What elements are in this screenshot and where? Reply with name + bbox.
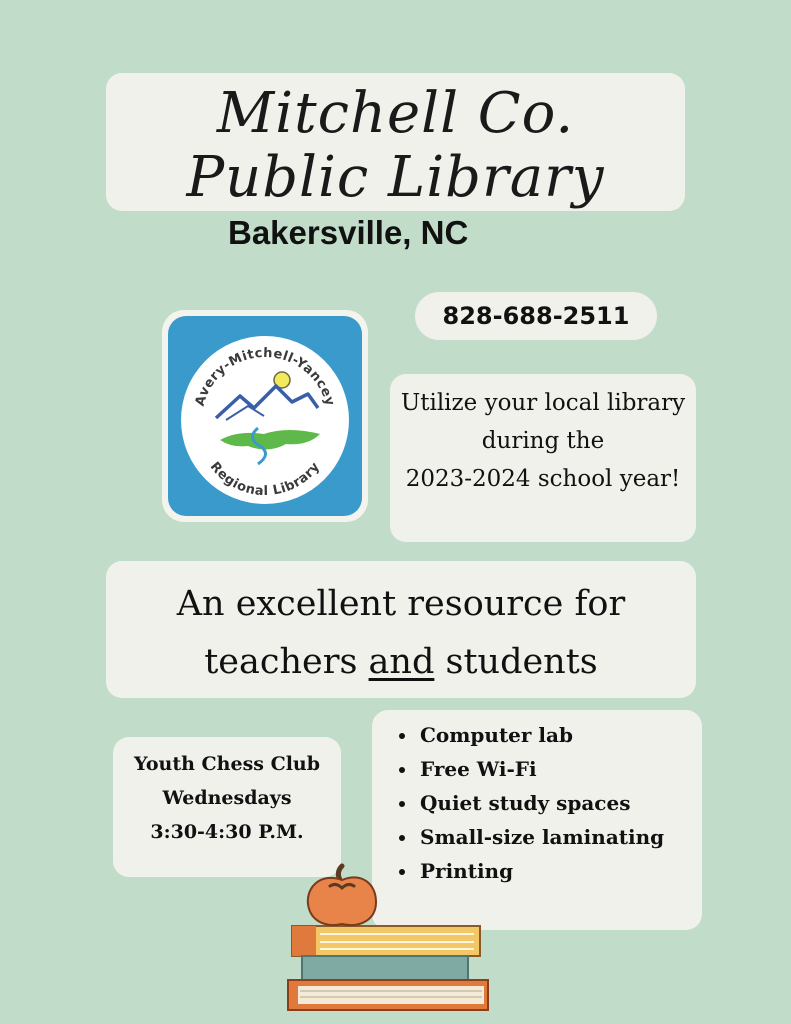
logo-bottom-text: Regional Library xyxy=(206,459,324,500)
apple-on-books-illustration xyxy=(284,858,494,1014)
phone-card xyxy=(415,292,657,340)
utilize-card xyxy=(390,374,696,542)
amenity-quiet-study-spaces: • Quiet study spaces xyxy=(418,786,664,820)
logo-tile xyxy=(168,316,362,516)
resource-and-underlined: and xyxy=(368,642,435,682)
logo-top-text: Avery-Mitchell-Yancey xyxy=(192,345,338,408)
amenity-computer-lab: • Computer lab xyxy=(418,718,664,752)
chess-club-day: Wednesdays xyxy=(162,787,292,809)
resource-card xyxy=(106,561,696,698)
library-title-line-1: Mitchell Co. xyxy=(216,81,575,146)
regional-library-logo xyxy=(162,310,368,522)
title-card xyxy=(106,73,685,211)
phone-number[interactable]: 828-688-2511 xyxy=(442,302,630,330)
chess-club-time: 3:30-4:30 P.M. xyxy=(150,821,304,843)
books-icon xyxy=(288,926,488,1010)
resource-message xyxy=(106,575,696,691)
utilize-line: Utilize your local library xyxy=(400,390,686,416)
library-title-line-2: Public Library xyxy=(186,145,605,210)
amenity-printing: • Printing xyxy=(418,854,664,888)
resource-line-2 xyxy=(106,633,696,691)
logo-emblem-icon xyxy=(168,316,362,516)
chess-club-name: Youth Chess Club xyxy=(133,753,321,775)
utilize-line: during the xyxy=(481,428,605,454)
chess-club-card xyxy=(113,737,341,877)
resource-line-1: An excellent resource for xyxy=(176,584,626,624)
chess-club-details xyxy=(113,747,341,849)
resource-students: students xyxy=(434,642,598,682)
amenity-laminating: • Small-size laminating xyxy=(418,820,664,854)
utilize-message xyxy=(390,384,696,498)
apple-icon xyxy=(308,866,376,925)
resource-teachers: teachers xyxy=(204,642,369,682)
utilize-line: 2023-2024 school year! xyxy=(405,466,681,492)
amenity-free-wifi: • Free Wi-Fi xyxy=(418,752,664,786)
location-text: Bakersville, NC xyxy=(228,214,469,251)
